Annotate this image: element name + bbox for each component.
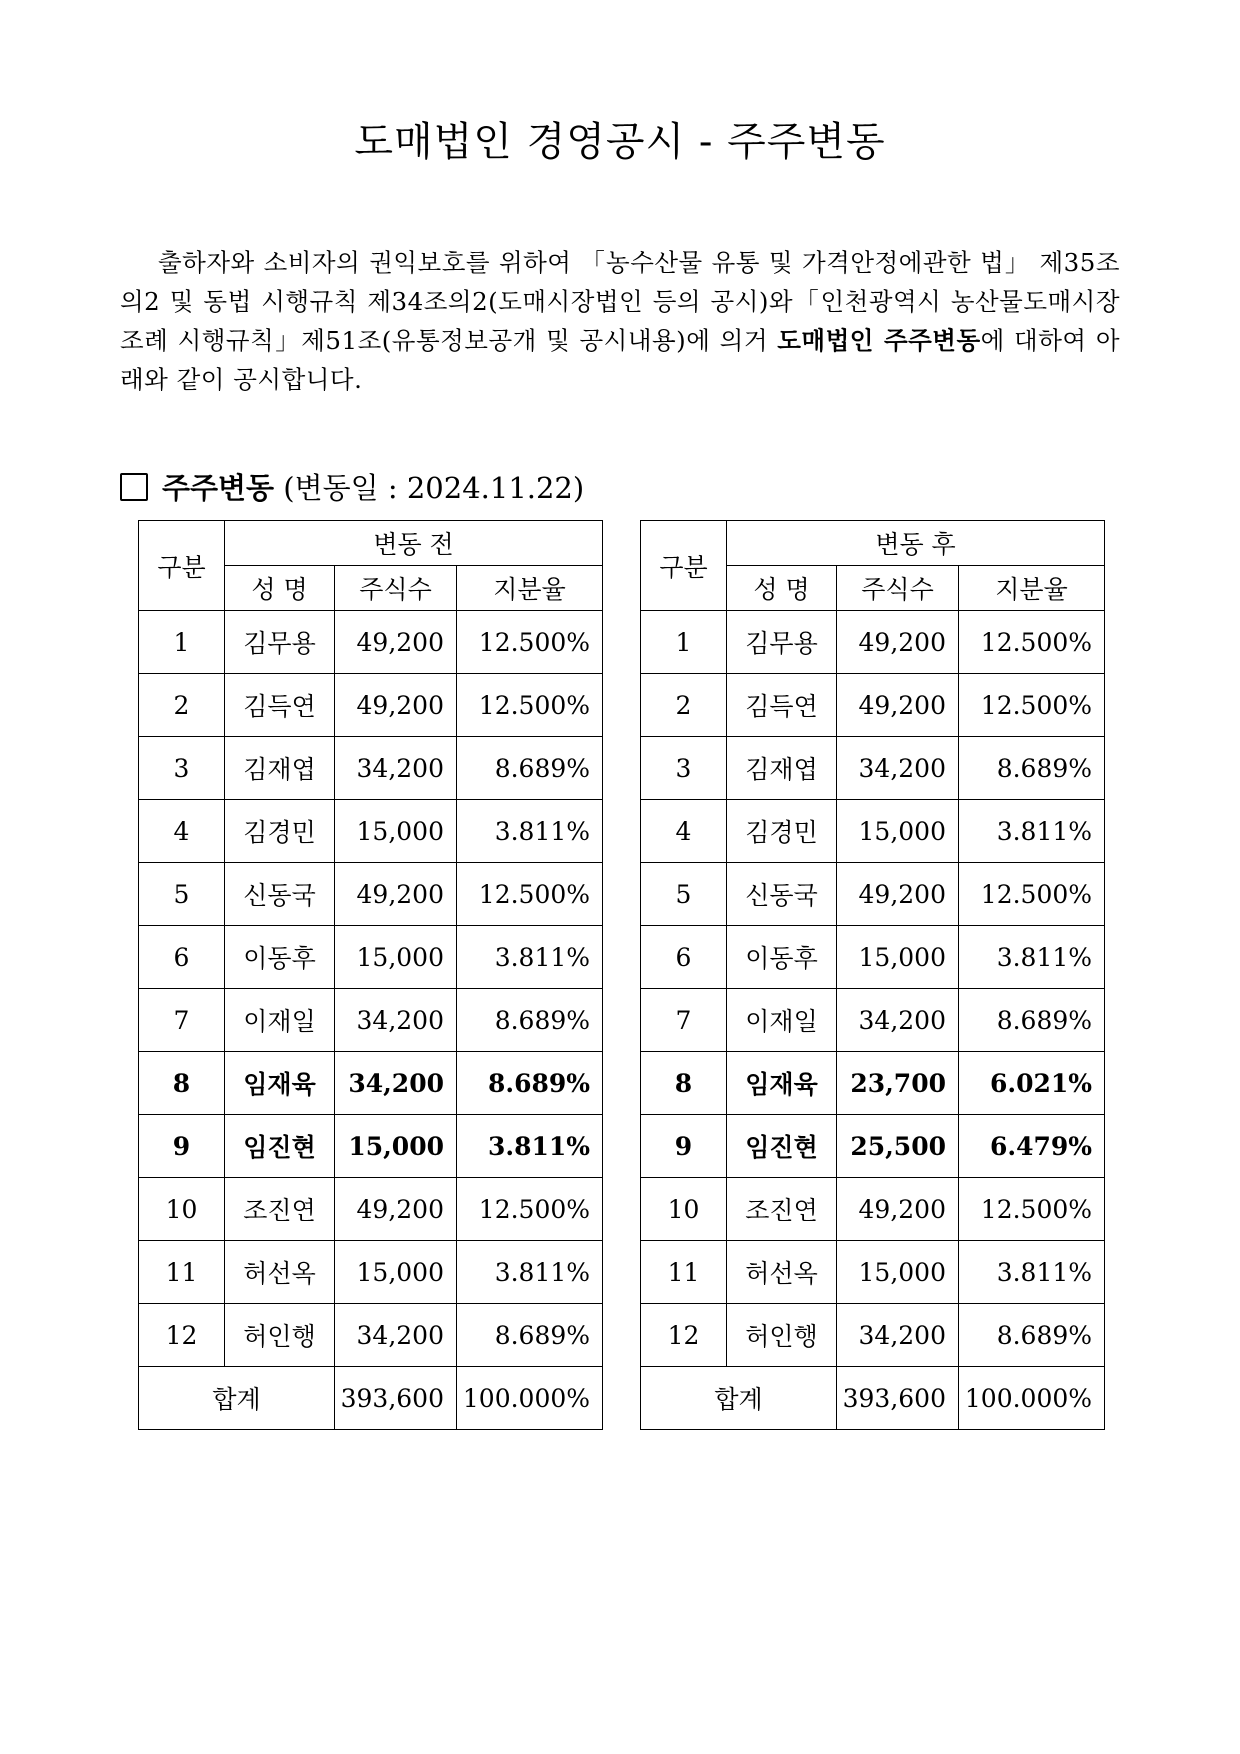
row-number: 3	[641, 737, 727, 800]
row-number: 1	[641, 611, 727, 674]
table-row	[641, 989, 1105, 1052]
table-row	[139, 611, 603, 674]
checkbox-square-icon	[120, 473, 148, 501]
share-count: 34,200	[837, 1304, 959, 1367]
share-ratio: 8.689%	[457, 1052, 603, 1115]
row-number: 7	[139, 989, 225, 1052]
row-number: 8	[641, 1052, 727, 1115]
share-ratio: 3.811%	[457, 1241, 603, 1304]
shareholder-name: 허선옥	[225, 1241, 335, 1304]
share-count: 49,200	[837, 1178, 959, 1241]
total-shares: 393,600	[335, 1367, 457, 1430]
share-ratio: 12.500%	[457, 611, 603, 674]
row-number: 11	[641, 1241, 727, 1304]
share-ratio: 6.479%	[959, 1115, 1105, 1178]
table-row	[139, 926, 603, 989]
header-division: 구분	[641, 521, 727, 611]
share-ratio: 12.500%	[457, 674, 603, 737]
share-count: 49,200	[335, 674, 457, 737]
table-row	[139, 800, 603, 863]
shareholder-name: 임진현	[225, 1115, 335, 1178]
table-row	[139, 1241, 603, 1304]
table-row	[139, 1115, 603, 1178]
share-ratio: 3.811%	[457, 800, 603, 863]
row-number: 11	[139, 1241, 225, 1304]
shareholder-name: 이재일	[727, 989, 837, 1052]
share-ratio: 12.500%	[457, 863, 603, 926]
share-count: 49,200	[837, 674, 959, 737]
row-number: 5	[641, 863, 727, 926]
share-count: 34,200	[335, 1304, 457, 1367]
header-name: 성 명	[225, 566, 335, 611]
share-count: 49,200	[335, 611, 457, 674]
share-ratio: 12.500%	[959, 611, 1105, 674]
share-count: 34,200	[335, 989, 457, 1052]
share-ratio: 8.689%	[457, 1304, 603, 1367]
intro-text-end: 에 대하여 아래와 같이 공시합니다.	[120, 326, 1120, 394]
share-count: 15,000	[837, 800, 959, 863]
row-number: 2	[139, 674, 225, 737]
table-row	[641, 926, 1105, 989]
shareholder-name: 허선옥	[727, 1241, 837, 1304]
table-row	[641, 1052, 1105, 1115]
row-number: 10	[139, 1178, 225, 1241]
share-count: 15,000	[335, 1115, 457, 1178]
row-number: 9	[641, 1115, 727, 1178]
shareholder-name: 이재일	[225, 989, 335, 1052]
table-row	[641, 1115, 1105, 1178]
share-ratio: 3.811%	[959, 926, 1105, 989]
header-name: 성 명	[727, 566, 837, 611]
table-row	[139, 737, 603, 800]
table-row	[641, 1241, 1105, 1304]
shareholder-name: 신동국	[727, 863, 837, 926]
total-ratio: 100.000%	[457, 1367, 603, 1430]
share-ratio: 8.689%	[959, 989, 1105, 1052]
shareholder-name: 김경민	[225, 800, 335, 863]
table-row	[641, 737, 1105, 800]
shareholder-name: 임재육	[727, 1052, 837, 1115]
total-row	[139, 1367, 603, 1430]
share-count: 25,500	[837, 1115, 959, 1178]
share-count: 49,200	[837, 611, 959, 674]
shareholder-name: 신동국	[225, 863, 335, 926]
header-shares: 주식수	[335, 566, 457, 611]
share-count: 15,000	[335, 800, 457, 863]
intro-text: 출하자와 소비자의 권익보호를 위하여 「농수산물 유통 및 가격안정에관한 법」 제35조의2 및 동법 시행규칙 제34조의2(도매시장법인 등의 공시)와「인천광역시 농산물도매시장 조례 시행규칙」제51조(유통정보공개 및 공시내용)에 의거	[120, 248, 1120, 355]
header-after: 변동 후	[727, 521, 1105, 566]
row-number: 6	[641, 926, 727, 989]
row-number: 12	[139, 1304, 225, 1367]
share-ratio: 8.689%	[959, 1304, 1105, 1367]
share-ratio: 6.021%	[959, 1052, 1105, 1115]
rows-before	[139, 611, 603, 1367]
row-number: 5	[139, 863, 225, 926]
row-number: 12	[641, 1304, 727, 1367]
header-division: 구분	[139, 521, 225, 611]
share-count: 34,200	[837, 989, 959, 1052]
row-number: 9	[139, 1115, 225, 1178]
table-row	[139, 1304, 603, 1367]
header-before: 변동 전	[225, 521, 603, 566]
table-row	[641, 674, 1105, 737]
share-ratio: 8.689%	[457, 989, 603, 1052]
table-row	[139, 863, 603, 926]
share-ratio: 8.689%	[959, 737, 1105, 800]
shareholder-name: 조진연	[727, 1178, 837, 1241]
header-ratio: 지분율	[457, 566, 603, 611]
page-title: 도매법인 경영공시 - 주주변동	[354, 119, 886, 165]
shareholder-name: 허인행	[727, 1304, 837, 1367]
shareholder-name: 이동후	[727, 926, 837, 989]
shareholder-table-before	[138, 520, 603, 1430]
share-count: 15,000	[837, 1241, 959, 1304]
shareholder-name: 김무용	[225, 611, 335, 674]
share-ratio: 3.811%	[457, 926, 603, 989]
share-ratio: 3.811%	[959, 800, 1105, 863]
table-row	[139, 674, 603, 737]
intro-emphasis: 도매법인 주주변동	[777, 326, 981, 355]
shareholder-name: 임재육	[225, 1052, 335, 1115]
table-row	[641, 1304, 1105, 1367]
row-number: 6	[139, 926, 225, 989]
table-row	[139, 1178, 603, 1241]
row-number: 10	[641, 1178, 727, 1241]
header-ratio: 지분율	[959, 566, 1105, 611]
shareholder-name: 김득연	[727, 674, 837, 737]
share-count: 15,000	[837, 926, 959, 989]
total-row	[641, 1367, 1105, 1430]
table-row	[641, 863, 1105, 926]
shareholder-name: 김재엽	[727, 737, 837, 800]
share-ratio: 8.689%	[457, 737, 603, 800]
table-row	[139, 1052, 603, 1115]
shareholder-name: 이동후	[225, 926, 335, 989]
table-row	[641, 1178, 1105, 1241]
section-date: (변동일 : 2024.11.22)	[283, 471, 585, 505]
shareholder-name: 김재엽	[225, 737, 335, 800]
shareholder-name: 김무용	[727, 611, 837, 674]
intro-paragraph	[120, 243, 1120, 399]
share-count: 15,000	[335, 1241, 457, 1304]
row-number: 3	[139, 737, 225, 800]
share-ratio: 3.811%	[959, 1241, 1105, 1304]
row-number: 4	[139, 800, 225, 863]
share-count: 49,200	[335, 1178, 457, 1241]
shareholder-name: 허인행	[225, 1304, 335, 1367]
share-ratio: 12.500%	[959, 1178, 1105, 1241]
share-count: 49,200	[335, 863, 457, 926]
share-ratio: 12.500%	[959, 863, 1105, 926]
shareholder-name: 임진현	[727, 1115, 837, 1178]
share-count: 49,200	[837, 863, 959, 926]
section-title: 주주변동	[162, 471, 275, 505]
table-row	[641, 611, 1105, 674]
table-row	[139, 989, 603, 1052]
share-count: 34,200	[837, 737, 959, 800]
share-count: 34,200	[335, 737, 457, 800]
share-ratio: 12.500%	[959, 674, 1105, 737]
shareholder-name: 김경민	[727, 800, 837, 863]
shareholder-table-after	[640, 520, 1105, 1430]
row-number: 4	[641, 800, 727, 863]
total-ratio: 100.000%	[959, 1367, 1105, 1430]
total-label: 합계	[641, 1367, 837, 1430]
total-label: 합계	[139, 1367, 335, 1430]
table-row	[641, 800, 1105, 863]
share-count: 15,000	[335, 926, 457, 989]
share-count: 34,200	[335, 1052, 457, 1115]
header-shares: 주식수	[837, 566, 959, 611]
shareholder-name: 김득연	[225, 674, 335, 737]
rows-after	[641, 611, 1105, 1367]
share-ratio: 3.811%	[457, 1115, 603, 1178]
row-number: 2	[641, 674, 727, 737]
row-number: 1	[139, 611, 225, 674]
row-number: 7	[641, 989, 727, 1052]
share-count: 23,700	[837, 1052, 959, 1115]
share-ratio: 12.500%	[457, 1178, 603, 1241]
row-number: 8	[139, 1052, 225, 1115]
total-shares: 393,600	[837, 1367, 959, 1430]
section-heading	[120, 466, 584, 507]
shareholder-name: 조진연	[225, 1178, 335, 1241]
